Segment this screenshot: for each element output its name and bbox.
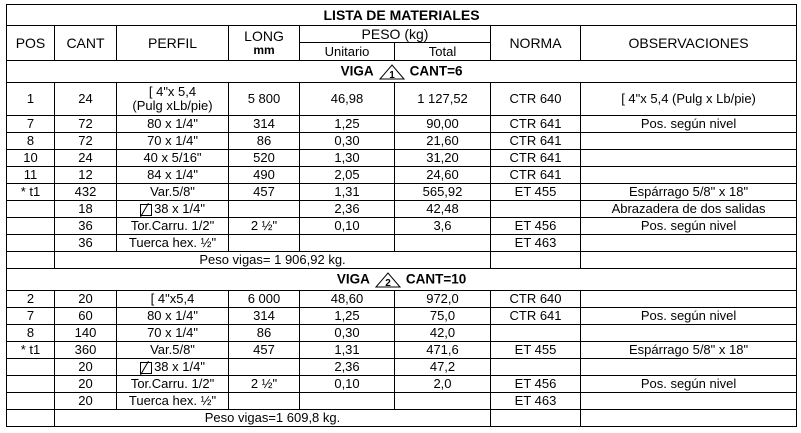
materials-sheet bbox=[6, 4, 797, 427]
header-long-label: LONG bbox=[244, 28, 284, 44]
perfil-text: 70 x 1/4" bbox=[147, 325, 198, 340]
cell-total: 21,60 bbox=[395, 133, 491, 150]
header-perfil: PERFIL bbox=[117, 26, 229, 61]
cell-long: 490 bbox=[229, 167, 300, 184]
header-total: Total bbox=[395, 43, 491, 61]
cell-perfil bbox=[117, 359, 229, 376]
table-row bbox=[7, 235, 797, 252]
cell-perfil bbox=[117, 235, 229, 252]
perfil-text: 84 x 1/4" bbox=[147, 167, 198, 182]
cell-empty bbox=[7, 252, 55, 269]
perfil-text: 80 x 1/4" bbox=[147, 308, 198, 323]
cell-long bbox=[229, 393, 300, 410]
cell-empty bbox=[581, 252, 797, 269]
cell-unit: 1,31 bbox=[300, 184, 395, 201]
cell-obs bbox=[581, 235, 797, 252]
cell-total: 90,00 bbox=[395, 116, 491, 133]
cell-perfil bbox=[117, 167, 229, 184]
cell-norma bbox=[491, 201, 581, 218]
cell-unit bbox=[300, 393, 395, 410]
section-label: VIGA bbox=[340, 63, 374, 79]
cell-total: 42,48 bbox=[395, 201, 491, 218]
cell-long: 86 bbox=[229, 133, 300, 150]
perfil-line-1: [ 4"x 5,4 bbox=[148, 84, 197, 99]
table-row bbox=[7, 133, 797, 150]
cell-long: 2 ½" bbox=[229, 376, 300, 393]
cell-norma: CTR 640 bbox=[491, 83, 581, 116]
cell-total: 42,0 bbox=[395, 325, 491, 342]
cell-total: 471,6 bbox=[395, 342, 491, 359]
perfil-text: [ 4"x5,4 bbox=[150, 291, 195, 306]
cell-long: 5 800 bbox=[229, 83, 300, 116]
cell-norma: CTR 641 bbox=[491, 116, 581, 133]
cell-obs: Espárrago 5/8" x 18" bbox=[581, 184, 797, 201]
cell-norma bbox=[491, 325, 581, 342]
cell-norma bbox=[491, 359, 581, 376]
table-row bbox=[7, 201, 797, 218]
cell-unit: 1,25 bbox=[300, 308, 395, 325]
header-norma: NORMA bbox=[491, 26, 581, 61]
cell-cant: 140 bbox=[55, 325, 117, 342]
cell-perfil bbox=[117, 218, 229, 235]
cell-long: 314 bbox=[229, 308, 300, 325]
section-cant: CANT=10 bbox=[405, 271, 467, 287]
cell-cant: 18 bbox=[55, 201, 117, 218]
cell-unit: 0,10 bbox=[300, 218, 395, 235]
cell-cant: 20 bbox=[55, 359, 117, 376]
table-row bbox=[7, 184, 797, 201]
cell-pos: 8 bbox=[7, 133, 55, 150]
table-row bbox=[7, 83, 797, 116]
header-long bbox=[229, 26, 300, 61]
cell-pos bbox=[7, 393, 55, 410]
revision-triangle-icon bbox=[374, 272, 402, 288]
cell-long bbox=[229, 235, 300, 252]
cell-pos: * t1 bbox=[7, 184, 55, 201]
cell-pos: 11 bbox=[7, 167, 55, 184]
cell-perfil bbox=[117, 184, 229, 201]
cell-obs bbox=[581, 291, 797, 308]
table-row bbox=[7, 150, 797, 167]
perfil-text: 38 x 1/4" bbox=[154, 201, 205, 216]
cell-obs bbox=[581, 167, 797, 184]
perfil-text: Var.5/8" bbox=[150, 342, 195, 357]
cell-unit: 0,30 bbox=[300, 133, 395, 150]
cell-cant: 72 bbox=[55, 116, 117, 133]
cell-perfil bbox=[117, 291, 229, 308]
cell-total: 972,0 bbox=[395, 291, 491, 308]
table-row bbox=[7, 218, 797, 235]
cell-norma: ET 455 bbox=[491, 184, 581, 201]
header-peso: PESO (kg) bbox=[300, 26, 491, 43]
cell-unit: 46,98 bbox=[300, 83, 395, 116]
section-total: Peso vigas= 1 906,92 kg. bbox=[55, 252, 491, 269]
cell-pos: 2 bbox=[7, 291, 55, 308]
table-row bbox=[7, 308, 797, 325]
cell-pos bbox=[7, 235, 55, 252]
cell-obs: [ 4"x 5,4 (Pulg x Lb/pie) bbox=[581, 83, 797, 116]
cell-unit: 2,36 bbox=[300, 201, 395, 218]
cell-long: 457 bbox=[229, 342, 300, 359]
perfil-text: Tuerca hex. ½" bbox=[128, 393, 217, 408]
cell-long: 86 bbox=[229, 325, 300, 342]
cell-long bbox=[229, 201, 300, 218]
cell-cant: 60 bbox=[55, 308, 117, 325]
table-row bbox=[7, 167, 797, 184]
section-total-row bbox=[7, 252, 797, 269]
cell-empty bbox=[7, 410, 55, 427]
cell-pos: 7 bbox=[7, 308, 55, 325]
cell-total: 47,2 bbox=[395, 359, 491, 376]
cell-unit bbox=[300, 235, 395, 252]
cell-perfil bbox=[117, 393, 229, 410]
cell-pos bbox=[7, 376, 55, 393]
cell-pos bbox=[7, 201, 55, 218]
cell-pos: 10 bbox=[7, 150, 55, 167]
cell-cant: 360 bbox=[55, 342, 117, 359]
cell-norma: CTR 641 bbox=[491, 150, 581, 167]
cell-long: 314 bbox=[229, 116, 300, 133]
cell-cant: 36 bbox=[55, 218, 117, 235]
perfil-text: 70 x 1/4" bbox=[147, 133, 198, 148]
cell-obs: Pos. según nivel bbox=[581, 218, 797, 235]
cell-cant: 24 bbox=[55, 150, 117, 167]
cell-cant: 20 bbox=[55, 291, 117, 308]
cell-unit: 2,05 bbox=[300, 167, 395, 184]
header-pos: POS bbox=[7, 26, 55, 61]
cell-obs bbox=[581, 359, 797, 376]
revision-number: 2 bbox=[385, 277, 391, 288]
cell-obs: Pos. según nivel bbox=[581, 308, 797, 325]
cell-long: 457 bbox=[229, 184, 300, 201]
cell-cant: 72 bbox=[55, 133, 117, 150]
section-header-row bbox=[7, 61, 797, 83]
cell-perfil bbox=[117, 376, 229, 393]
cell-total: 565,92 bbox=[395, 184, 491, 201]
cell-perfil bbox=[117, 116, 229, 133]
cell-unit: 1,30 bbox=[300, 150, 395, 167]
section-total: Peso vigas=1 609,8 kg. bbox=[55, 410, 491, 427]
materials-table bbox=[6, 4, 797, 427]
cell-norma: ET 463 bbox=[491, 235, 581, 252]
perfil-text: Tuerca hex. ½" bbox=[128, 235, 217, 250]
cell-unit: 1,25 bbox=[300, 116, 395, 133]
cell-norma: ET 463 bbox=[491, 393, 581, 410]
cell-pos: 1 bbox=[7, 83, 55, 116]
cell-obs bbox=[581, 325, 797, 342]
perfil-text: 38 x 1/4" bbox=[154, 359, 205, 374]
cell-total: 3,6 bbox=[395, 218, 491, 235]
cell-cant: 432 bbox=[55, 184, 117, 201]
table-row bbox=[7, 342, 797, 359]
clamp-symbol-icon bbox=[140, 362, 152, 374]
cell-norma: CTR 641 bbox=[491, 133, 581, 150]
cell-obs bbox=[581, 393, 797, 410]
cell-empty bbox=[581, 410, 797, 427]
table-title: LISTA DE MATERIALES bbox=[7, 5, 797, 26]
cell-total bbox=[395, 393, 491, 410]
cell-cant: 12 bbox=[55, 167, 117, 184]
table-row bbox=[7, 359, 797, 376]
section-header bbox=[7, 61, 797, 83]
cell-cant: 36 bbox=[55, 235, 117, 252]
cell-long: 2 ½" bbox=[229, 218, 300, 235]
cell-perfil bbox=[117, 133, 229, 150]
cell-unit: 1,31 bbox=[300, 342, 395, 359]
cell-perfil bbox=[117, 83, 229, 116]
perfil-text: Tor.Carru. 1/2" bbox=[130, 376, 215, 391]
cell-perfil bbox=[117, 150, 229, 167]
cell-perfil bbox=[117, 201, 229, 218]
cell-pos: 8 bbox=[7, 325, 55, 342]
cell-empty bbox=[491, 410, 581, 427]
cell-pos: 7 bbox=[7, 116, 55, 133]
cell-perfil bbox=[117, 325, 229, 342]
table-row bbox=[7, 116, 797, 133]
perfil-line-2: (Pulg xLb/pie) bbox=[132, 98, 213, 113]
clamp-symbol-icon bbox=[140, 204, 152, 216]
cell-perfil bbox=[117, 308, 229, 325]
cell-obs: Abrazadera de dos salidas bbox=[581, 201, 797, 218]
cell-obs: Pos. según nivel bbox=[581, 116, 797, 133]
cell-norma: ET 456 bbox=[491, 376, 581, 393]
cell-unit: 0,10 bbox=[300, 376, 395, 393]
revision-number: 1 bbox=[388, 69, 395, 80]
table-row bbox=[7, 393, 797, 410]
header-row bbox=[7, 26, 797, 43]
header-cant: CANT bbox=[55, 26, 117, 61]
cell-norma: ET 456 bbox=[491, 218, 581, 235]
header-long-unit: mm bbox=[253, 43, 275, 57]
cell-pos: * t1 bbox=[7, 342, 55, 359]
cell-norma: CTR 641 bbox=[491, 167, 581, 184]
perfil-text: 40 x 5/16" bbox=[143, 150, 202, 165]
perfil-text: Tor.Carru. 1/2" bbox=[130, 218, 215, 233]
perfil-text: Var.5/8" bbox=[150, 184, 195, 199]
cell-total bbox=[395, 235, 491, 252]
header-observaciones: OBSERVACIONES bbox=[581, 26, 797, 61]
table-row bbox=[7, 376, 797, 393]
section-header bbox=[7, 269, 797, 291]
cell-total: 31,20 bbox=[395, 150, 491, 167]
cell-long bbox=[229, 359, 300, 376]
table-row bbox=[7, 325, 797, 342]
table-row bbox=[7, 291, 797, 308]
cell-norma: CTR 641 bbox=[491, 308, 581, 325]
cell-total: 1 127,52 bbox=[395, 83, 491, 116]
cell-pos bbox=[7, 218, 55, 235]
cell-perfil bbox=[117, 342, 229, 359]
cell-norma: CTR 640 bbox=[491, 291, 581, 308]
section-cant: CANT=6 bbox=[409, 63, 463, 79]
cell-unit: 2,36 bbox=[300, 359, 395, 376]
cell-norma: ET 455 bbox=[491, 342, 581, 359]
cell-pos bbox=[7, 359, 55, 376]
cell-empty bbox=[491, 252, 581, 269]
cell-unit: 48,60 bbox=[300, 291, 395, 308]
section-total-row bbox=[7, 410, 797, 427]
cell-obs bbox=[581, 133, 797, 150]
cell-cant: 20 bbox=[55, 376, 117, 393]
section-label: VIGA bbox=[336, 271, 370, 287]
cell-unit: 0,30 bbox=[300, 325, 395, 342]
cell-obs: Espárrago 5/8" x 18" bbox=[581, 342, 797, 359]
title-row bbox=[7, 5, 797, 26]
section-header-row bbox=[7, 269, 797, 291]
perfil-text: 80 x 1/4" bbox=[147, 116, 198, 131]
cell-total: 75,0 bbox=[395, 308, 491, 325]
cell-total: 2,0 bbox=[395, 376, 491, 393]
cell-long: 520 bbox=[229, 150, 300, 167]
cell-obs bbox=[581, 150, 797, 167]
cell-total: 24,60 bbox=[395, 167, 491, 184]
header-unitario: Unitario bbox=[300, 43, 395, 61]
cell-cant: 24 bbox=[55, 83, 117, 116]
revision-triangle-icon bbox=[378, 64, 406, 80]
cell-cant: 20 bbox=[55, 393, 117, 410]
cell-obs: Pos. según nivel bbox=[581, 376, 797, 393]
cell-long: 6 000 bbox=[229, 291, 300, 308]
